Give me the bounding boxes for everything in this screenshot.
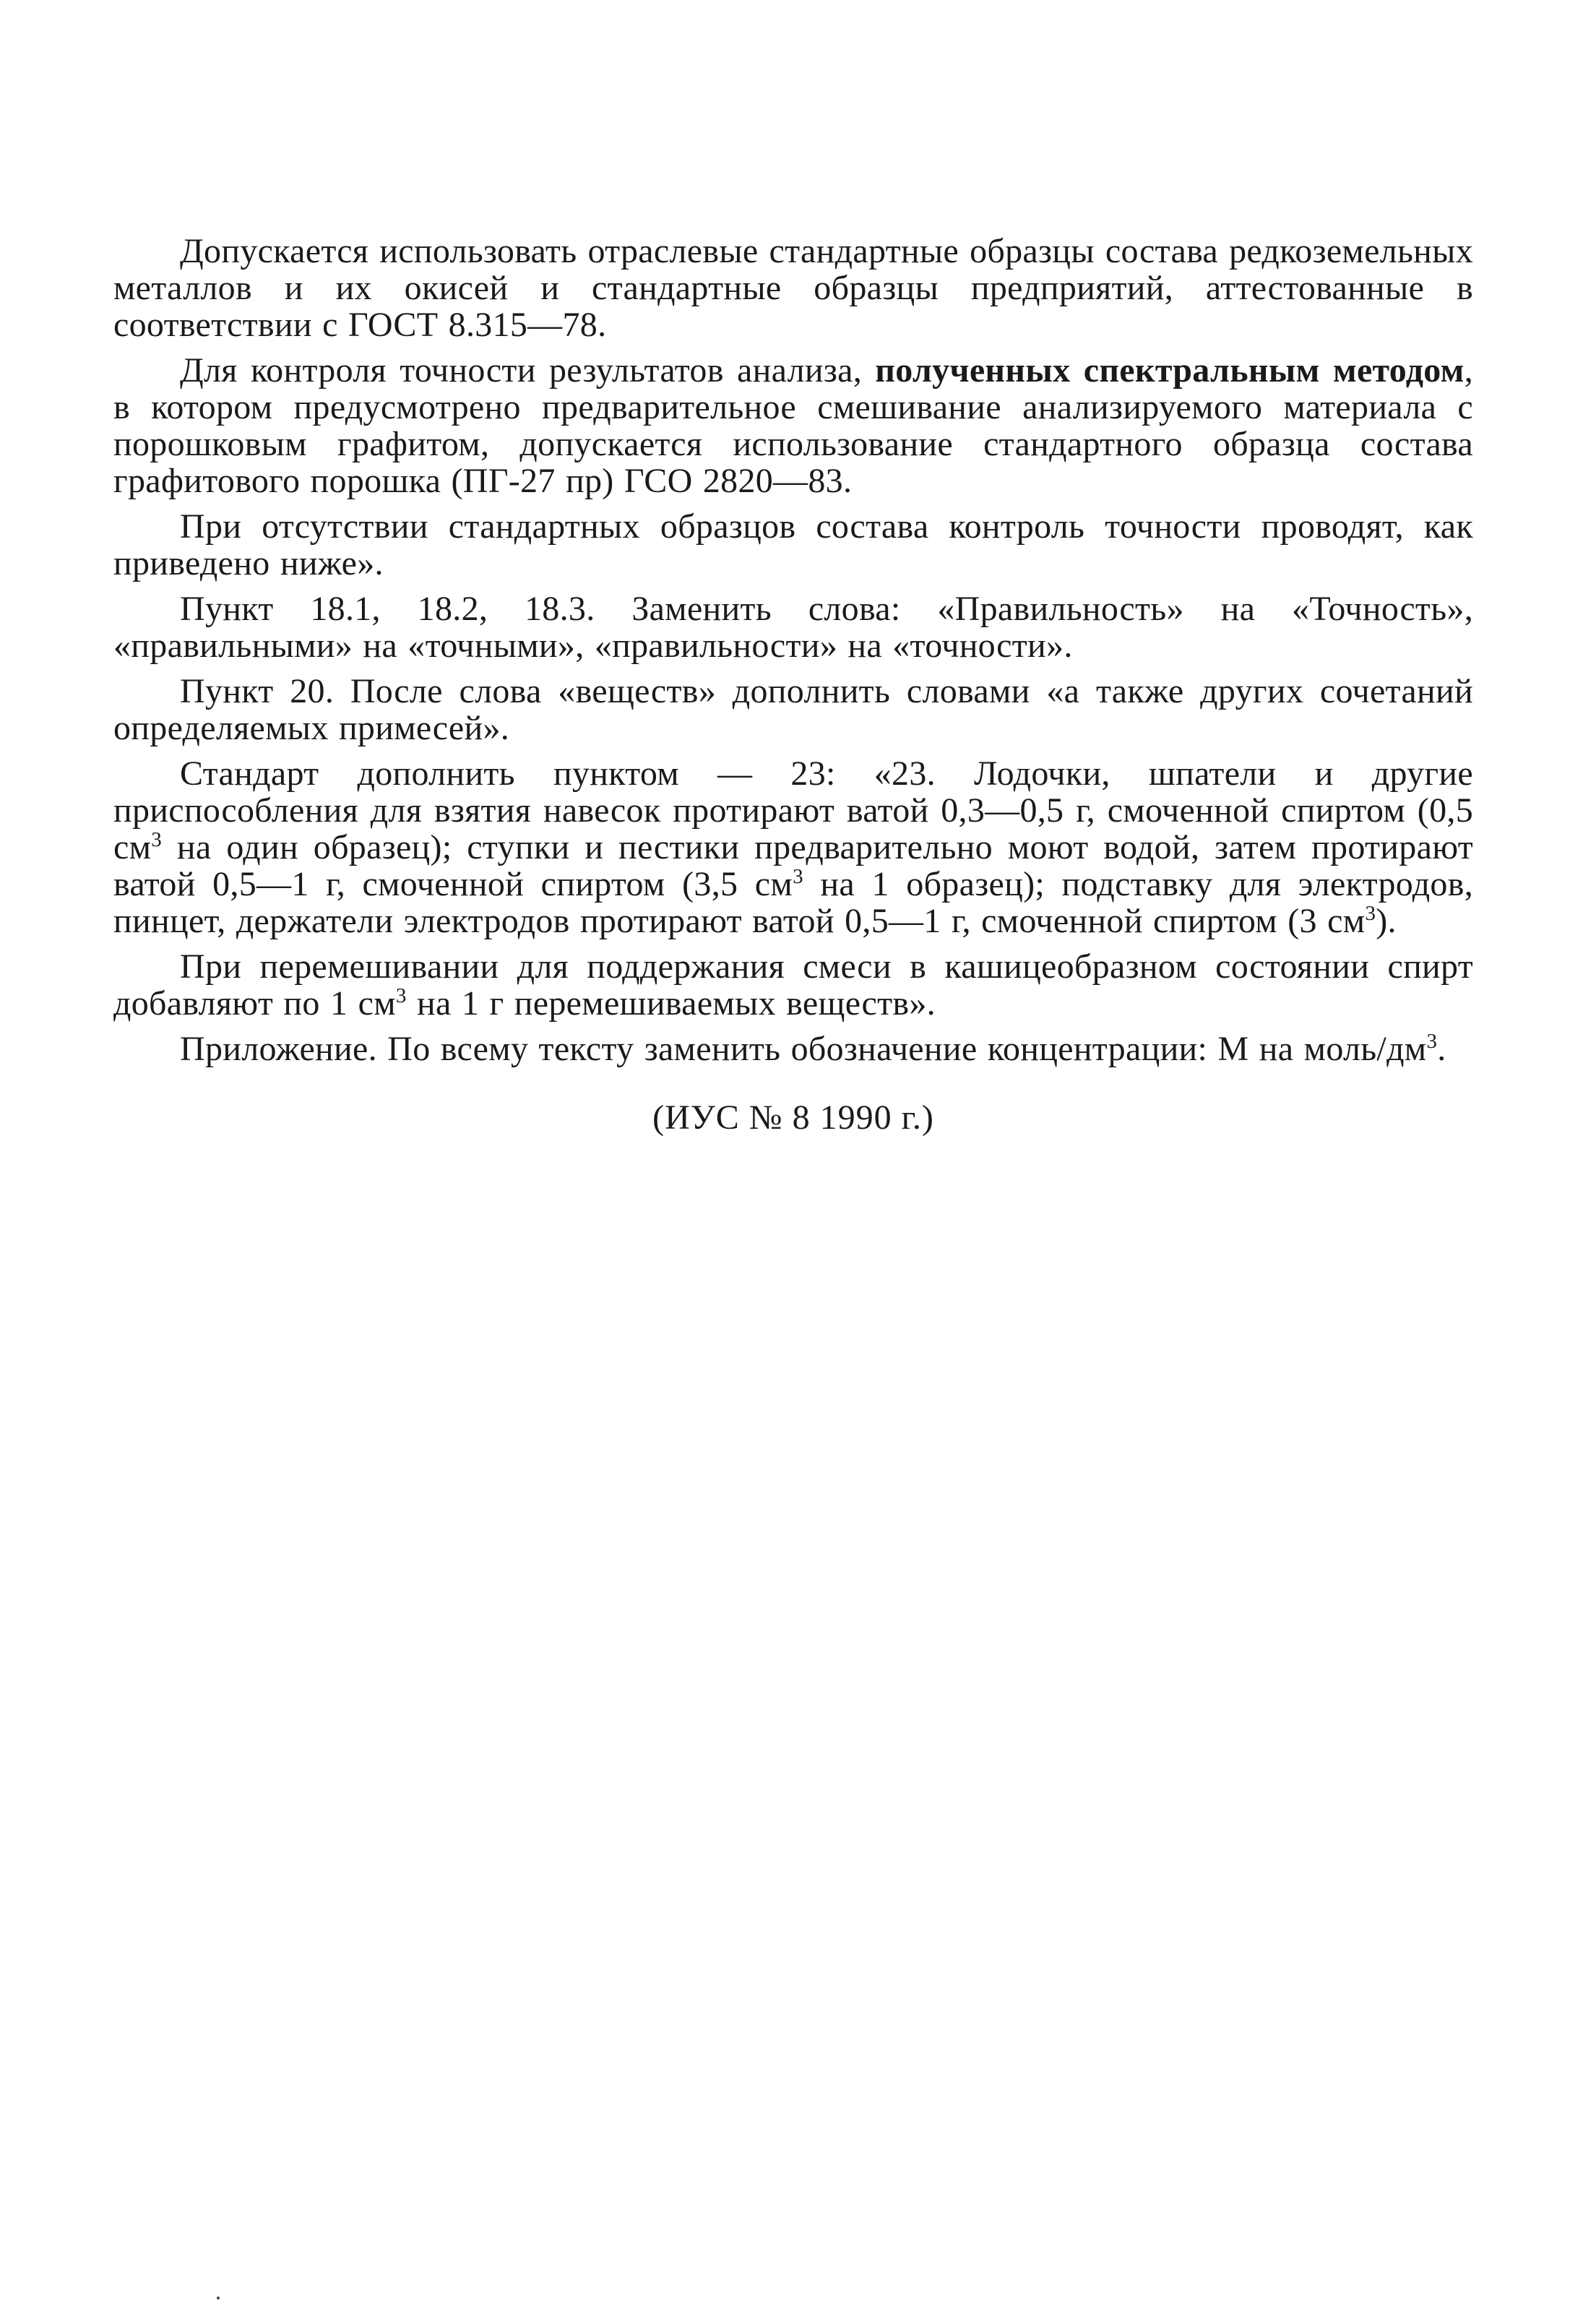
paragraph <box>113 755 1473 939</box>
text-segment: на 1 г перемешиваемых веществ». <box>406 984 936 1023</box>
text-segment: , в котором предусмотрено предварительное смешивание анализируемого материала с порошковым графитом, допускается использование стандартного образца состава графитового порошка (ПГ-27 пр) ГСО 2820—83. <box>113 351 1473 500</box>
superscript: 3 <box>1426 1030 1438 1053</box>
text-segment: Приложение. По всему тексту заменить обозначение концентрации: М на моль/дм <box>180 1030 1427 1068</box>
text-segment: Допускается использовать отраслевые стандартные образцы состава редкоземельных металлов и их окисей и стандартные образцы предприятий, аттестованные в соответствии с ГОСТ 8.315—78. <box>113 232 1473 344</box>
paragraph <box>113 590 1473 664</box>
superscript: 3 <box>793 865 803 888</box>
superscript: 3 <box>151 828 163 851</box>
text-segment: Пункт 20. После слова «веществ» дополнить словами «а также других сочетаний определяемых примесей». <box>113 672 1473 747</box>
paragraph <box>113 352 1473 499</box>
scan-mark <box>217 2297 220 2299</box>
text-segment: Пункт 18.1, 18.2, 18.3. Заменить слова: «Правильность» на «Точность», «правильными» на «точными», «правильности» на «точности». <box>113 590 1473 665</box>
superscript: 3 <box>395 984 407 1007</box>
publication-reference: (ИУС № 8 1990 г.) <box>652 1098 934 1137</box>
text-segment: При перемешивании для поддержания смеси в кашицеобразном состоянии спирт добавляют по 1 см <box>113 947 1473 1023</box>
text-segment: . <box>1437 1030 1446 1068</box>
text-segment: на 1 образец); подставку для электродов, пинцет, держатели электродов протирают ватой 0,5—1 г, смоченной спиртом (3 см <box>113 865 1473 940</box>
paragraph <box>113 948 1473 1022</box>
text-segment: Для контроля точности результатов анализа, <box>180 351 876 390</box>
paragraph <box>113 1030 1473 1067</box>
document-body <box>113 233 1473 1067</box>
text-segment: полученных спектральным методом <box>875 351 1465 390</box>
text-segment: Стандарт дополнить пунктом — 23: «23. Лодочки, шпатели и другие приспособления для взятия навесок протирают ватой 0,3—0,5 г, смоченной спиртом (0,5 см <box>113 754 1473 866</box>
text-segment: При отсутствии стандартных образцов состава контроль точности проводят, как приведено ниже». <box>113 507 1473 582</box>
paragraph <box>113 233 1473 343</box>
paragraph <box>113 673 1473 746</box>
paragraph <box>113 508 1473 582</box>
text-segment: на один образец); ступки и пестики предварительно моют водой, затем протирают ватой 0,5—1 г, смоченной спиртом (3,5 см <box>113 828 1473 903</box>
document-page <box>113 233 1473 1136</box>
superscript: 3 <box>1365 902 1376 925</box>
text-segment: ). <box>1376 902 1397 940</box>
